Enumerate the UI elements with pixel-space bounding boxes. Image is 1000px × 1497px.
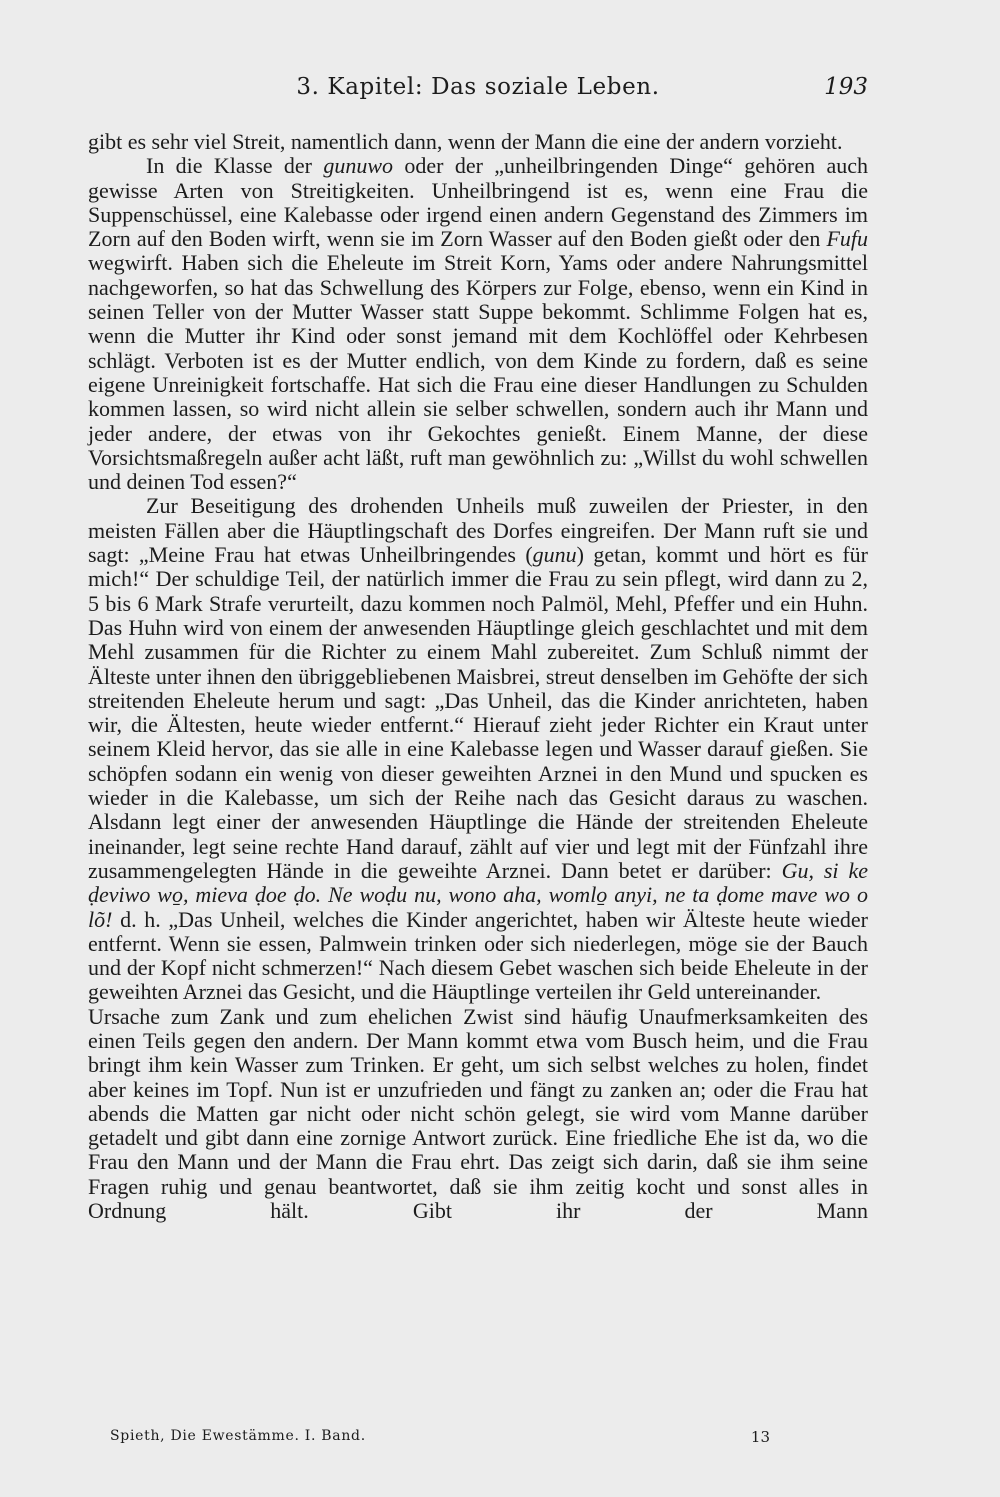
- text-run: d. h. „Das Unheil, welches die Kinder angerichtet, haben wir Älteste heute wieder entfernt. Wenn sie essen, Palmwein trinken oder sich niederlegen, möge sie der Bauch und der Kopf nicht schmerzen!“ Nach diesem Gebet waschen sich beide Eheleute in der geweihten Arznei das Gesicht, und die Häuptlinge verteilen ihr Geld untereinander.: [88, 906, 868, 1005]
- body-text: [88, 130, 868, 1223]
- text-run: oder der „unheilbringenden Dinge“ gehören auch gewisse Arten von Streitigkeiten. Unheilbringend ist es, wenn eine Frau die Suppenschüssel, eine Kalebasse oder irgend einen andern Gegenstand des Zimmers im Zorn auf den Boden wirft, wenn sie im Zorn Wasser auf den Boden gießt oder den: [88, 153, 868, 252]
- paragraph: [88, 1005, 868, 1224]
- text-run: Zur Beseitigung des drohenden Unheils muß zuweilen der Priester, in den meisten Fällen aber die Häuptlingschaft des Dorfes eingreifen. Der Mann ruft sie und sagt: „Meine Frau hat etwas Unheilbringendes (: [88, 493, 868, 568]
- running-header: [88, 72, 868, 106]
- italic-term: Gu, si ke ḍeviwo wo̱, mieva ḍoe ḍo. Ne woḍu nu, wono aha, womlo̱ anyi, ne ta ḍome mave wo o lõ!: [88, 857, 868, 932]
- italic-term: gunuwo: [323, 153, 394, 179]
- signature-line: [110, 1428, 770, 1452]
- chapter-title: 3. Kapitel: Das soziale Leben.: [296, 74, 660, 100]
- text-run: In die Klasse der: [146, 153, 324, 179]
- bibliographic-signature: Spieth, Die Ewestämme. I. Band.: [110, 1428, 366, 1444]
- text-run: Ursache zum Zank und zum ehelichen Zwist sind häufig Unaufmerksamkeiten des einen Teils gegen den andern. Der Mann kommt etwa vom Busch heim, und die Frau bringt ihm kein Wasser zum Trinken. Er geht, um sich selbst welches zu holen, findet aber keines im Topf. Nun ist er unzufrieden und fängt zu zanken an; oder die Frau hat abends die Matten gar nicht oder nicht schön gelegt, sie wird vom Manne darüber getadelt und gibt dann eine zornige Antwort zurück. Eine friedliche Ehe ist da, wo die Frau den Mann und der Mann die Frau ehrt. Das zeigt sich darin, daß sie ihm seine Fragen ruhig und genau beantwortet, daß sie ihm zeitig kocht und sonst alles in Ordnung hält. Gibt ihr der Mann: [88, 1003, 868, 1224]
- signature-number: 13: [750, 1428, 770, 1446]
- paragraph: [88, 494, 868, 1004]
- text-run: wegwirft. Haben sich die Eheleute im Streit Korn, Yams oder andere Nahrungsmittel nachgeworfen, so hat das Schwellung des Körpers zur Folge, ebenso, wenn ein Kind in seinen Teller von der Mutter Wasser statt Suppe bekommt. Schlimme Folgen hat es, wenn die Mutter ihr Kind oder sonst jemand mit dem Kochlöffel oder Kehrbesen schlägt. Verboten ist es der Mutter endlich, von dem Kinde zu fordern, daß es seine eigene Unreinigkeit fortschaffe. Hat sich die Frau eine dieser Handlungen zu Schulden kommen lassen, so wird nicht allein sie selber schwellen, sondern auch ihr Mann und jeder andere, der etwas von ihr Gekochtes genießt. Einem Manne, der diese Vorsichtsmaßregeln außer acht läßt, ruft man gewöhnlich zu: „Willst du wohl schwellen und deinen Tod essen?“: [88, 250, 868, 495]
- italic-term: gunu: [532, 542, 577, 568]
- paragraph: [88, 154, 868, 494]
- italic-term: Fufu: [826, 226, 868, 252]
- text-run: gibt es sehr viel Streit, namentlich dann, wenn der Mann die eine der andern vorzieht.: [88, 129, 843, 154]
- page-number: 193: [824, 74, 868, 100]
- paragraph: [88, 130, 868, 154]
- text-run: ) getan, kommt und hört es für mich!“ Der schuldige Teil, der natürlich immer die Frau zu sein pflegt, wird dann zu 2, 5 bis 6 Mark Strafe verurteilt, dazu kommen noch Palmöl, Mehl, Pfeffer und ein Huhn. Das Huhn wird von einem der anwesenden Häuptlinge gleich geschlachtet und mit dem Mehl zusammen für die Richter zu einem Mahl zubereitet. Zum Schluß nimmt der Älteste unter ihnen den übriggebliebenen Maisbrei, streut denselben im Gehöfte der sich streitenden Eheleute herum und sagt: „Das Unheil, das die Kinder anrichteten, haben wir, die Ältesten, heute wieder entfernt.“ Hierauf zieht jeder Richter ein Kraut unter seinem Kleid hervor, das sie alle in eine Kalebasse legen und Wasser darauf gießen. Sie schöpfen sodann ein wenig von dieser geweihten Arznei in den Mund und spucken es wieder in die Kalebasse, um sich der Reihe nach das Gesicht daraus zu waschen. Alsdann legt einer der anwesenden Häuptlinge die Hände der streitenden Eheleute ineinander, legt seine rechte Hand darauf, zählt auf vier und legt mit der Fünfzahl ihre zusammengelegten Hände in die geweihte Arznei. Dann betet er darüber:: [88, 542, 868, 883]
